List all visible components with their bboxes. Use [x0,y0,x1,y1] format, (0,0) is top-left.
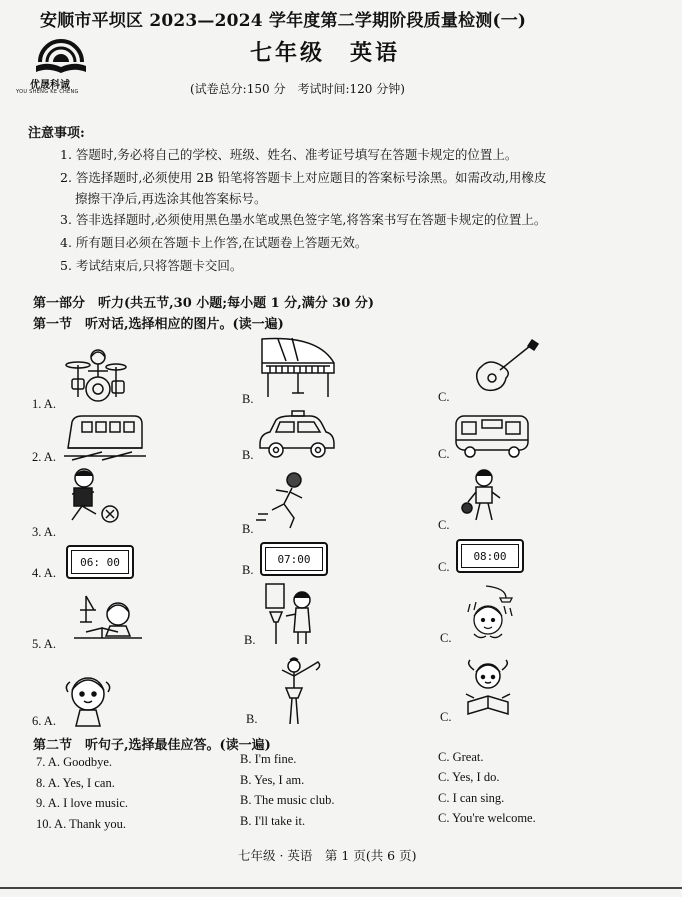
notes-title: 注意事项: [28,126,85,141]
exam-info: (试卷总分:150 分 考试时间:120 分钟) [190,82,405,96]
option-label: C. [438,390,450,404]
note-item: 3. 答非选择题时,必须使用黑色墨水笔或黑色签字笔,将答案书写在答题卡规定的位置上。 [60,212,547,227]
clock-7am-icon [260,542,328,576]
part1-heading: 第一部分 听力(共五节,30 小题;每小题 1 分,满分 30 分) [33,296,375,311]
bus-icon [452,412,532,460]
option-label: C. [440,631,452,645]
note-item: 5. 考试结束后,只将答题卡交回。 [60,258,243,273]
answer-option: B. The music club. [240,793,335,807]
answer-option: C. I can sing. [438,791,505,805]
option-label: C. [438,560,450,574]
drum-kit-icon [58,345,130,407]
section1-heading: 第一节 听对话,选择相应的图片。(读一遍) [33,317,284,332]
option-label: B. [242,522,254,536]
note-item: 4. 所有题目必须在答题卡上作答,在试题卷上答题无效。 [60,235,368,250]
logo-subtitle: YOU SHENG KE CHENG [16,89,79,95]
option-label: 6. A. [32,714,56,728]
ballet-dancer-icon [264,654,326,726]
answer-option: C. Great. [438,750,484,764]
clock-time: 08:00 [461,544,519,568]
girl-washing-icon [262,582,324,646]
basketball-player-icon [460,468,506,528]
girl-face-icon [60,668,118,730]
page-footer: 七年级 · 英语 第 1 页(共 6 页) [238,848,417,863]
option-label: C. [438,518,450,532]
answer-option: 10. A. Thank you. [36,817,127,831]
piano-icon [258,333,338,399]
option-label: B. [242,448,254,462]
option-label: 2. A. [32,450,56,464]
answer-option: B. I'll take it. [240,814,306,828]
girl-reading-book-icon [458,658,520,722]
girl-shower-icon [456,584,518,646]
answer-option: B. Yes, I am. [240,773,305,787]
answer-option: B. I'm fine. [240,752,297,766]
clock-time: 06: 00 [71,550,129,574]
answer-option: C. Yes, I do. [438,770,500,784]
taxi-icon [256,410,336,460]
note-item: 1. 答题时,务必将自己的学校、班级、姓名、准考证号填写在答题卡规定的位置上。 [60,147,518,162]
soccer-player-icon [60,466,126,532]
option-label: C. [438,447,450,461]
option-label: 5. A. [32,637,56,651]
section2-heading: 第二节 听句子,选择最佳应答。(读一遍) [33,738,271,753]
option-label: B. [246,712,258,726]
note-item: 擦擦干净后,再选涂其他答案标号。 [75,191,267,206]
option-label: 3. A. [32,525,56,539]
option-label: B. [242,563,254,577]
guitar-icon [470,336,540,394]
note-item: 2. 答选择题时,必须使用 2B 铅笔将答题卡上对应题目的答案标号涂黑。如需改动,用橡皮 [60,170,547,185]
answer-option: C. You're welcome. [438,811,536,825]
answer-option: 7. A. Goodbye. [36,755,113,769]
train-icon [62,408,146,464]
answer-option: 8. A. Yes, I can. [36,776,115,790]
option-label: 4. A. [32,566,56,580]
option-label: B. [244,633,256,647]
clock-time: 07:00 [265,547,323,571]
logo-name: 优晟科诚 [30,80,70,91]
runner-icon [254,470,316,530]
option-label: C. [440,710,452,724]
clock-6am-icon [66,545,134,579]
exam-subject: 七年级 英语 [250,40,401,66]
bottom-edge-divider [0,887,682,889]
option-label: 1. A. [32,397,56,411]
exam-title: 安顺市平坝区 2023—2024 学年度第二学期阶段质量检测(一) [40,11,527,31]
option-label: B. [242,392,254,406]
answer-option: 9. A. I love music. [36,796,129,810]
clock-8am-icon [456,539,524,573]
boy-reading-icon [66,592,150,650]
